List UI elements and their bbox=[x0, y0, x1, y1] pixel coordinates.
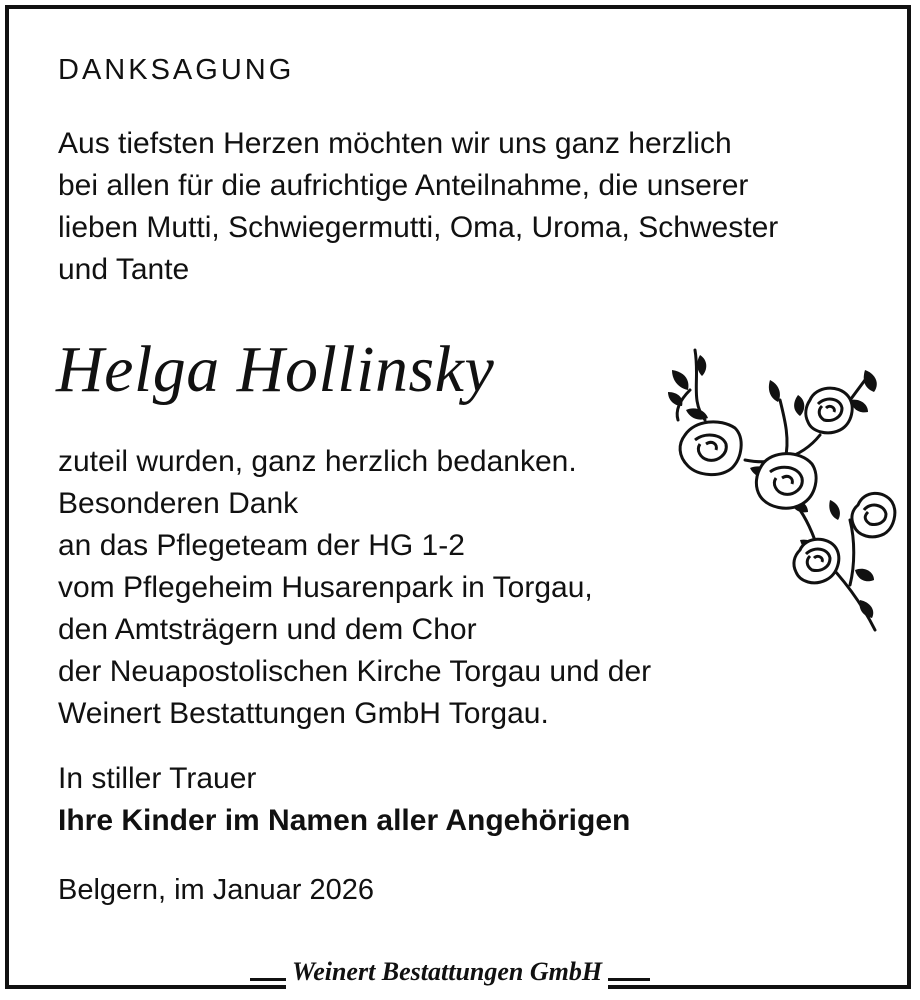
deceased-name: Helga Hollinsky bbox=[56, 333, 495, 406]
body-line: der Neuapostolischen Kirche Torgau und der bbox=[58, 655, 652, 688]
intro-line: Aus tiefsten Herzen möchten wir uns ganz herzlich bbox=[58, 127, 732, 160]
intro-text bbox=[58, 123, 778, 291]
body-line: Weinert Bestattungen GmbH Torgau. bbox=[58, 697, 549, 730]
body-line: zuteil wurden, ganz herzlich bedanken. bbox=[58, 445, 577, 478]
body-line: den Amtsträgern und dem Chor bbox=[58, 613, 477, 646]
body-line: vom Pflegeheim Husarenpark in Torgau, bbox=[58, 571, 593, 604]
intro-line: lieben Mutti, Schwiegermutti, Oma, Uroma, Schwester bbox=[58, 211, 779, 244]
body-text bbox=[58, 441, 651, 735]
body-line: an das Pflegeteam der HG 1-2 bbox=[58, 529, 465, 562]
closing-block bbox=[58, 758, 630, 842]
closing-intro: In stiller Trauer bbox=[58, 762, 257, 795]
funeral-home-logo bbox=[250, 955, 680, 995]
body-line: Besonderen Dank bbox=[58, 487, 299, 520]
rose-branch-icon bbox=[650, 340, 900, 640]
signature: Ihre Kinder im Namen aller Angehörigen bbox=[58, 804, 631, 837]
intro-line: und Tante bbox=[58, 253, 190, 286]
intro-line: bei allen für die aufrichtige Anteilnahme, die unserer bbox=[58, 169, 749, 202]
place-date: Belgern, im Januar 2026 bbox=[58, 874, 374, 906]
notice-heading: DANKSAGUNG bbox=[58, 54, 295, 86]
logo-text: Weinert Bestattungen GmbH bbox=[286, 955, 608, 989]
